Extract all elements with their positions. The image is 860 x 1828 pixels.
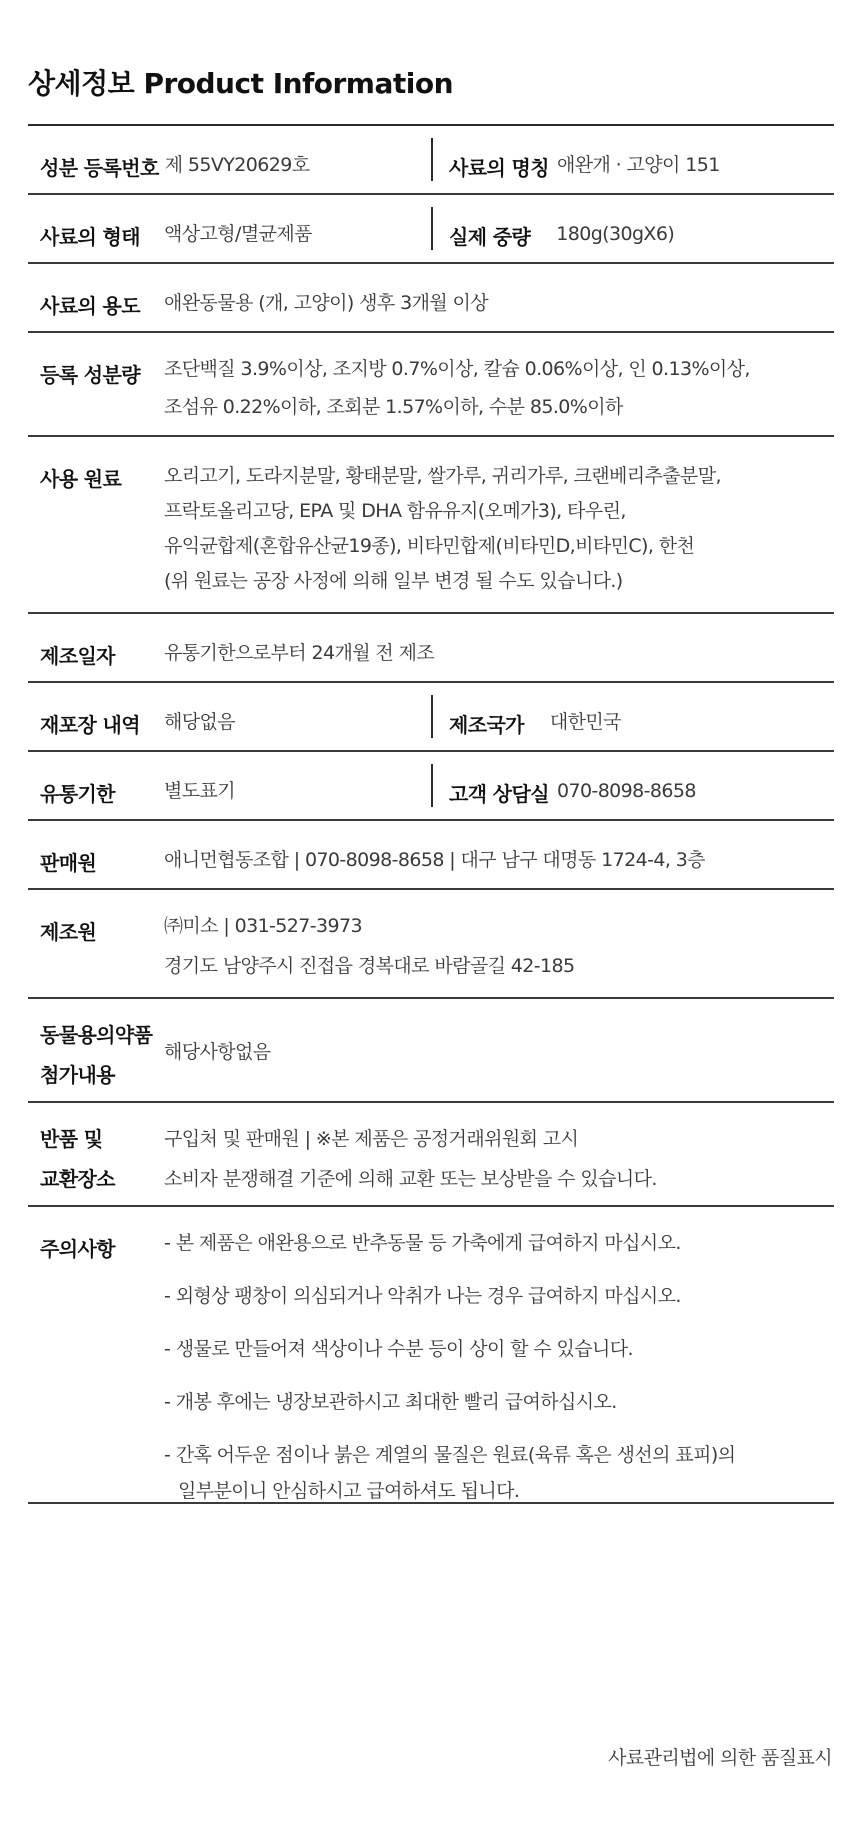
maker-cell xyxy=(28,890,834,997)
expiry-label: 유통기한 xyxy=(40,782,115,806)
table-row xyxy=(28,890,834,999)
table-row xyxy=(28,195,834,264)
table-row xyxy=(28,752,834,821)
cs-value: 070-8098-8658 xyxy=(556,780,696,802)
expiry-value: 별도표기 xyxy=(164,780,236,802)
caution-list xyxy=(164,1221,735,1522)
mfg-date-value: 유통기한으로부터 24개월 전 제조 xyxy=(164,642,435,664)
repack-cell xyxy=(28,683,431,750)
return-value: 구입처 및 판매원 | ※본 제품은 공정거래위원회 고시 소비자 분쟁해결 기준에 의해 교환 또는 보상받을 수 있습니다. xyxy=(164,1128,657,1190)
usage-cell xyxy=(28,264,834,331)
maker-value: ㈜미소 | 031-527-3973 경기도 남양주시 진접읍 경복대로 바람골길 42-185 xyxy=(164,915,575,977)
expiry-cell xyxy=(28,752,431,819)
vet-value: 해당사항없음 xyxy=(164,1041,271,1063)
table-row xyxy=(28,264,834,333)
seller-cell xyxy=(28,821,834,888)
table-row xyxy=(28,1103,834,1207)
materials-label: 사용 원료 xyxy=(40,467,122,491)
repack-value: 해당없음 xyxy=(164,711,236,733)
name-value: 애완개 · 고양이 151 xyxy=(556,154,720,176)
caution-label: 주의사항 xyxy=(40,1237,115,1261)
weight-value: 180g(30gX6) xyxy=(556,223,675,245)
cs-cell xyxy=(431,764,834,807)
caution-item: - 외형상 팽창이 의심되거나 악취가 나는 경우 급여하지 마십시오. xyxy=(164,1285,681,1307)
caution-item: - 간혹 어두운 점이나 붉은 계열의 물질은 원료(육류 혹은 생선의 표피)의 일부분이니 안심하시고 급여하셔도 됩니다. xyxy=(164,1444,736,1502)
table-row xyxy=(28,683,834,752)
usage-label: 사료의 용도 xyxy=(40,294,140,318)
form-cell xyxy=(28,195,431,262)
return-label: 반품 및 교환장소 xyxy=(40,1127,115,1191)
repack-label: 재포장 내역 xyxy=(40,713,140,737)
country-cell xyxy=(431,695,834,738)
vet-cell xyxy=(28,999,834,1101)
return-cell xyxy=(28,1103,834,1205)
seller-label: 판매원 xyxy=(40,851,97,875)
table-row xyxy=(28,821,834,890)
seller-value: 애니먼협동조합 | 070-8098-8658 | 대구 남구 대명동 1724-4, 3층 xyxy=(164,849,705,871)
maker-label: 제조원 xyxy=(40,920,97,944)
materials-value: 오리고기, 도라지분말, 황태분말, 쌀가루, 귀리가루, 크랜베리추출분말, 프락토올리고당, EPA 및 DHA 함유유지(오메가3), 타우린, 유익균합제(혼합유산균19종), 비타민합제(비타민D,비타민C), 한천 (위 원료는 공장 사정에 의해 일부 변경 될 수도 있습니다.) xyxy=(164,465,721,592)
table-row xyxy=(28,333,834,437)
country-value: 대한민국 xyxy=(549,711,621,733)
vet-label: 동물용의약품 첨가내용 xyxy=(40,1023,153,1087)
country-label: 제조국가 xyxy=(449,713,524,737)
table-row xyxy=(28,126,834,195)
reg-no-label: 성분 등록번호 xyxy=(40,156,159,180)
ingredients-reg-label: 등록 성분량 xyxy=(40,363,140,387)
caution-item: - 생물로 만들어져 색상이나 수분 등이 상이 할 수 있습니다. xyxy=(164,1338,633,1360)
name-label: 사료의 명칭 xyxy=(449,156,549,180)
quality-notice: 사료관리법에 의한 품질표시 xyxy=(608,1747,832,1769)
table-row xyxy=(28,1207,834,1504)
cs-label: 고객 상담실 xyxy=(449,782,549,806)
reg-no-cell xyxy=(28,126,431,193)
reg-no-value: 제 55VY20629호 xyxy=(164,154,310,176)
product-info-table xyxy=(28,124,834,1504)
table-row xyxy=(28,999,834,1103)
weight-label: 실제 중량 xyxy=(449,225,531,249)
usage-value: 애완동물용 (개, 고양이) 생후 3개월 이상 xyxy=(164,292,489,314)
materials-cell xyxy=(28,437,834,612)
table-row xyxy=(28,614,834,683)
mfg-date-label: 제조일자 xyxy=(40,644,115,668)
ingredients-reg-value: 조단백질 3.9%이상, 조지방 0.7%이상, 칼슘 0.06%이상, 인 0.13%이상, 조섬유 0.22%이하, 조회분 1.57%이하, 수분 85.0%이하 xyxy=(164,358,750,418)
caution-item: - 본 제품은 애완용으로 반추동물 등 가축에게 급여하지 마십시오. xyxy=(164,1232,681,1254)
mfg-date-cell xyxy=(28,614,834,681)
table-row xyxy=(28,437,834,614)
caution-item: - 개봉 후에는 냉장보관하시고 최대한 빨리 급여하십시오. xyxy=(164,1391,617,1413)
form-value: 액상고형/멸균제품 xyxy=(164,223,312,245)
caution-cell xyxy=(28,1207,834,1502)
name-cell xyxy=(431,138,834,181)
page-title: 상세정보 Product Information xyxy=(28,67,454,100)
ingredients-reg-cell xyxy=(28,333,834,435)
form-label: 사료의 형태 xyxy=(40,225,140,249)
weight-cell xyxy=(431,207,834,250)
